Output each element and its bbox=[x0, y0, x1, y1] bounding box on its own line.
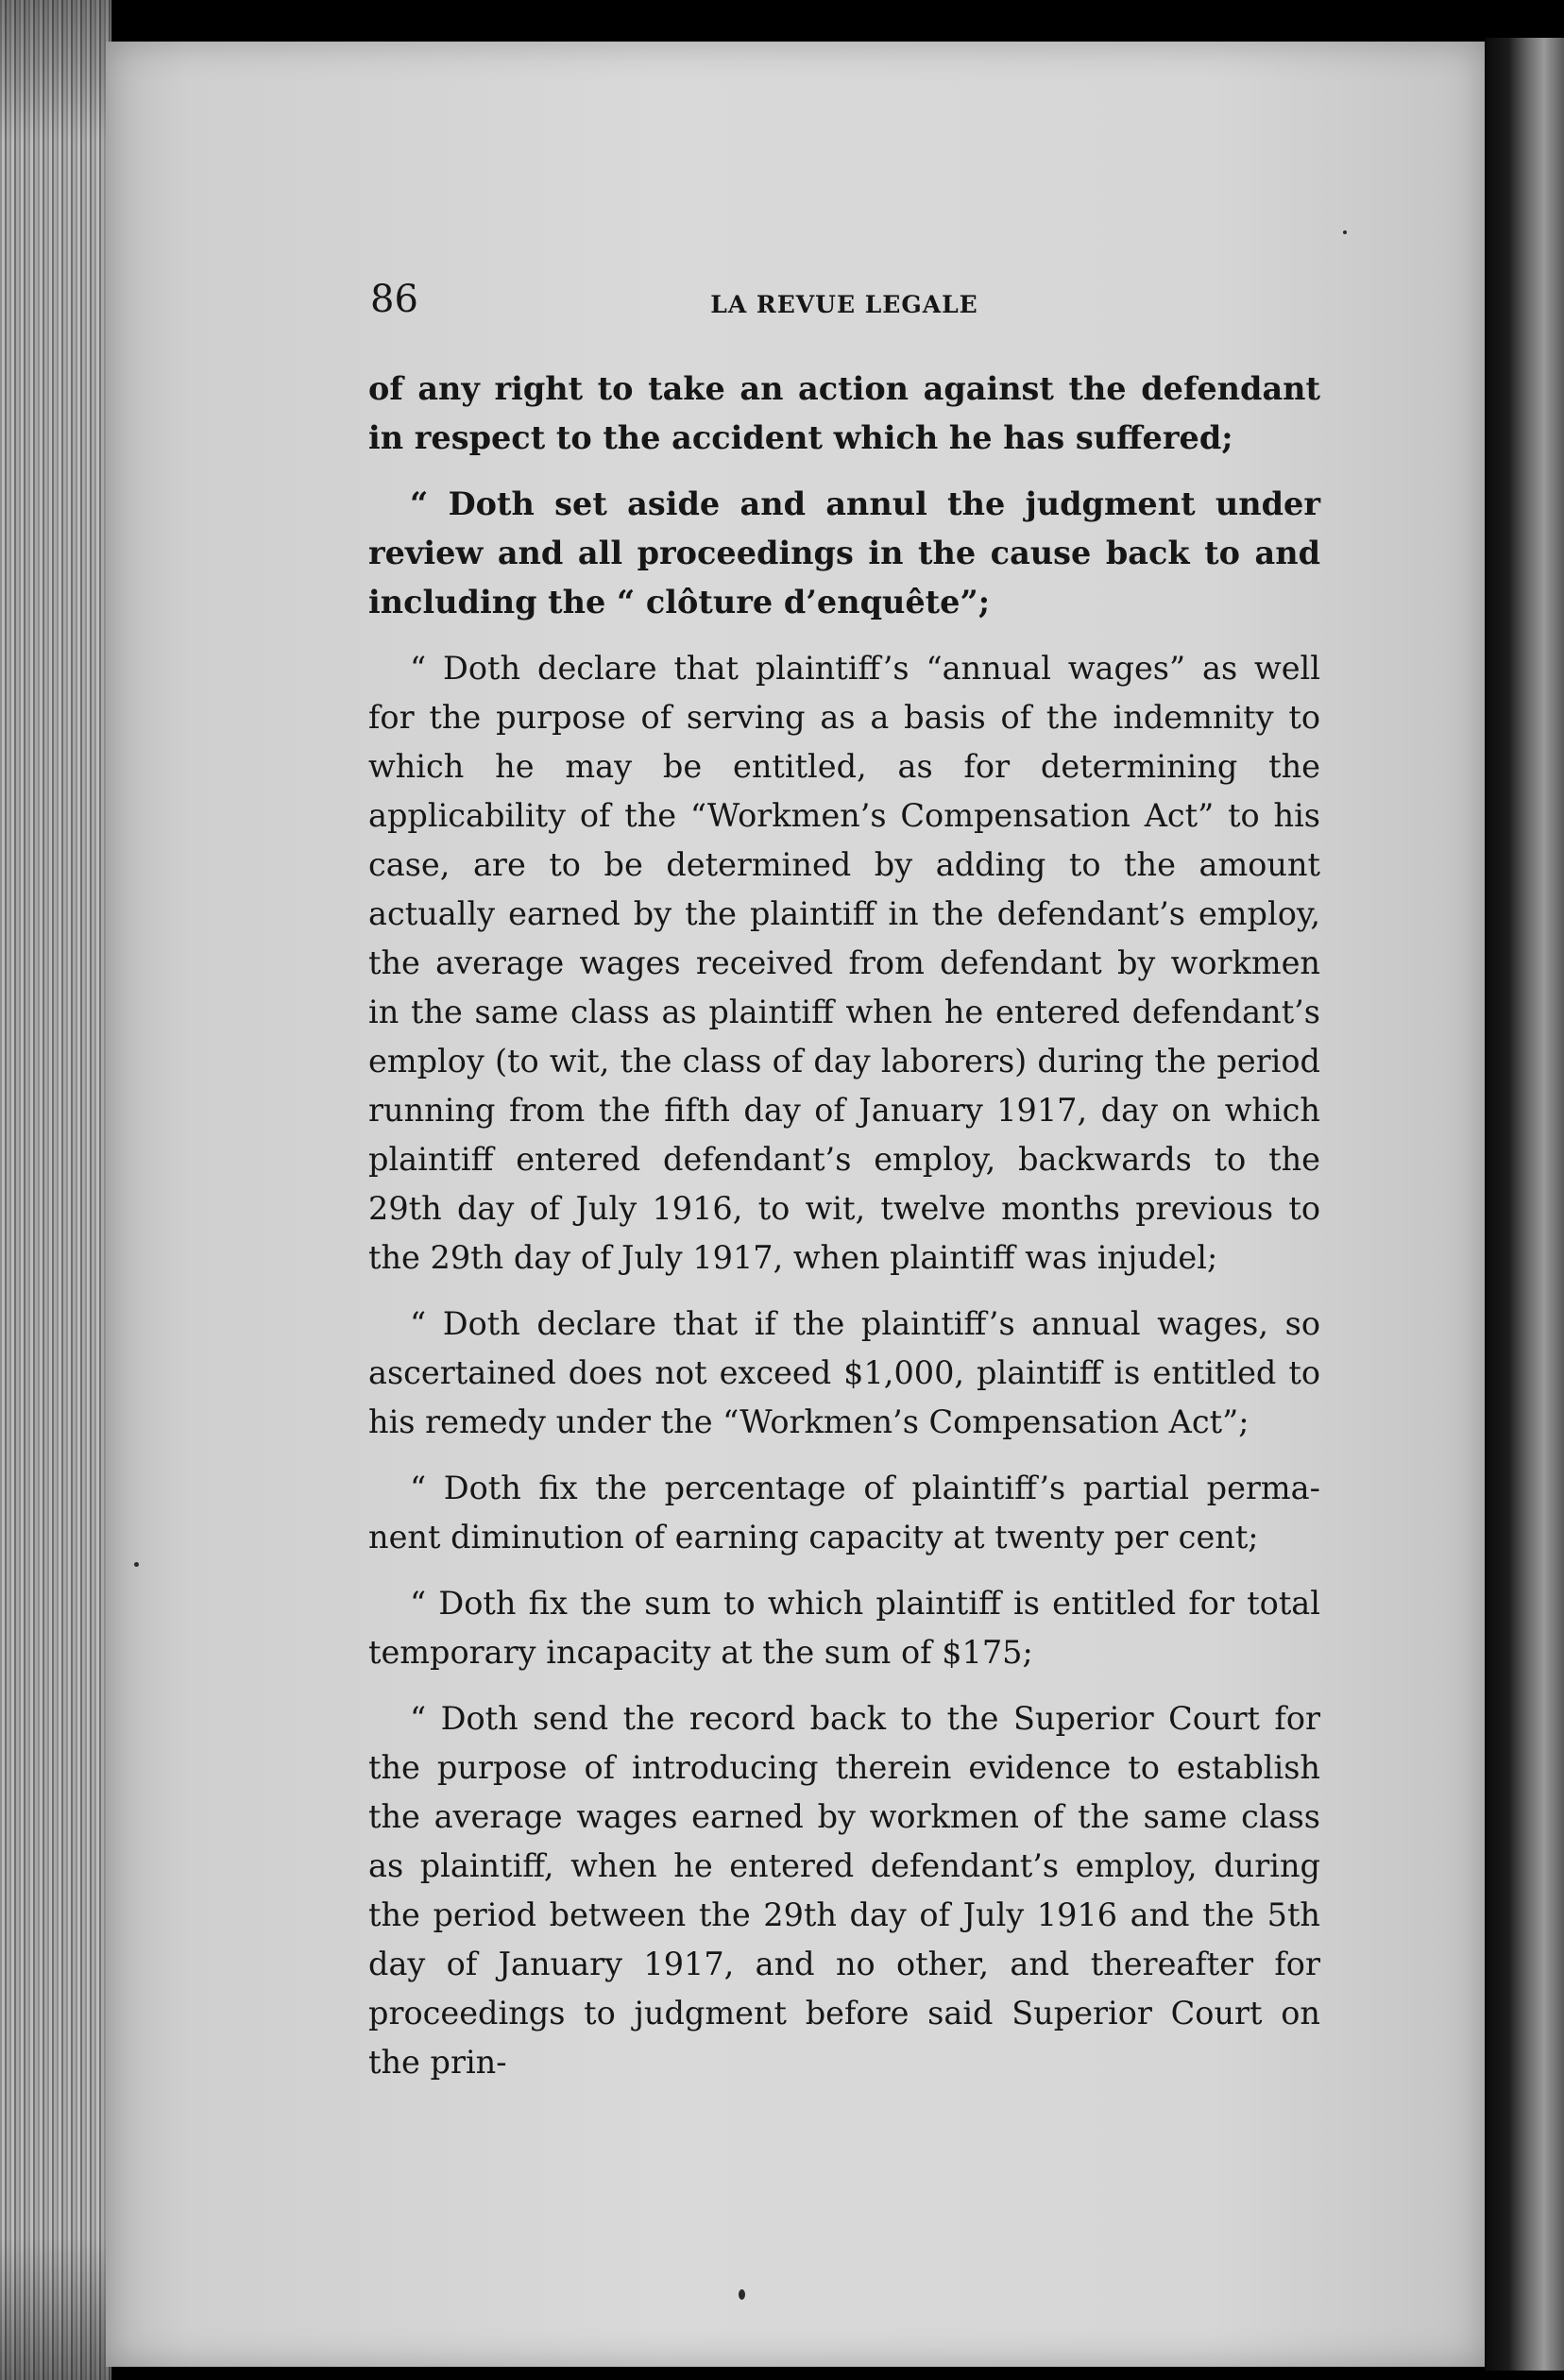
page-header bbox=[368, 276, 1320, 332]
paragraph-7: “ Doth send the record back to the Superior Court for the purpose of introducing therein evidence to establish the average wages earned by workmen of the same class as plaintiff, when he entered defendant’s employ, during the period between the 29th day of July 1916 and the 5th day of January 1917, and no other, and thereafter for proceedings to judgment before said Superior Court on the prin- bbox=[368, 1700, 1320, 2081]
page-number: 86 bbox=[370, 278, 418, 321]
paper-speck bbox=[1343, 230, 1347, 234]
paragraph-4: “ Doth declare that if the plaintiff’s annual wages, so ascertained does not exceed $1,000, plaintiff is entitled to his remedy under the “Workmen’s Compensation Act”; bbox=[368, 1305, 1320, 1440]
paragraph-6: “ Doth fix the sum to which plaintiff is entitled for total temporary incapacity at the sum of $175; bbox=[368, 1585, 1320, 1671]
running-head: LA REVUE LEGALE bbox=[710, 291, 978, 318]
paragraph-3: “ Doth declare that plaintiff’s “annual wages” as well for the purpose of serving as a basis of the indemnity to which he may be entitled, as for determining the applicability of the “Workmen’s Compensation Act” to his case, are to be determined by adding to the amount actually earned by the plaintiff in the defendant’s employ, the average wages received from defendant by workmen in the same class as plaintiff when he entered defendant’s employ (to wit, the class of day laborers) during the period running from the fifth day of January 1917, day on which plaintiff entered defendant’s employ, backwards to the 29th day of July 1916, to wit, twelve months previous to the 29th day of July 1917, when plaintiff was injudel; bbox=[368, 650, 1320, 1276]
page-text bbox=[368, 276, 1320, 2104]
paper-speck bbox=[134, 1562, 139, 1567]
paragraph-5: “ Doth fix the percentage of plaintiff’s partial permanent diminution of earning capacity at twenty per cent; bbox=[368, 1470, 1320, 1556]
book-page-edges bbox=[0, 0, 111, 2380]
paper-speck bbox=[739, 2289, 745, 2300]
paragraph-1: of any right to take an action against the defendant in respect to the accident which he has suffered; bbox=[368, 370, 1320, 456]
book-binding-edge bbox=[1485, 38, 1564, 2371]
paragraph-2: “ Doth set aside and annul the judgment under review and all proceedings in the cause back to and including the “ clôture d’enquête”; bbox=[368, 485, 1320, 620]
